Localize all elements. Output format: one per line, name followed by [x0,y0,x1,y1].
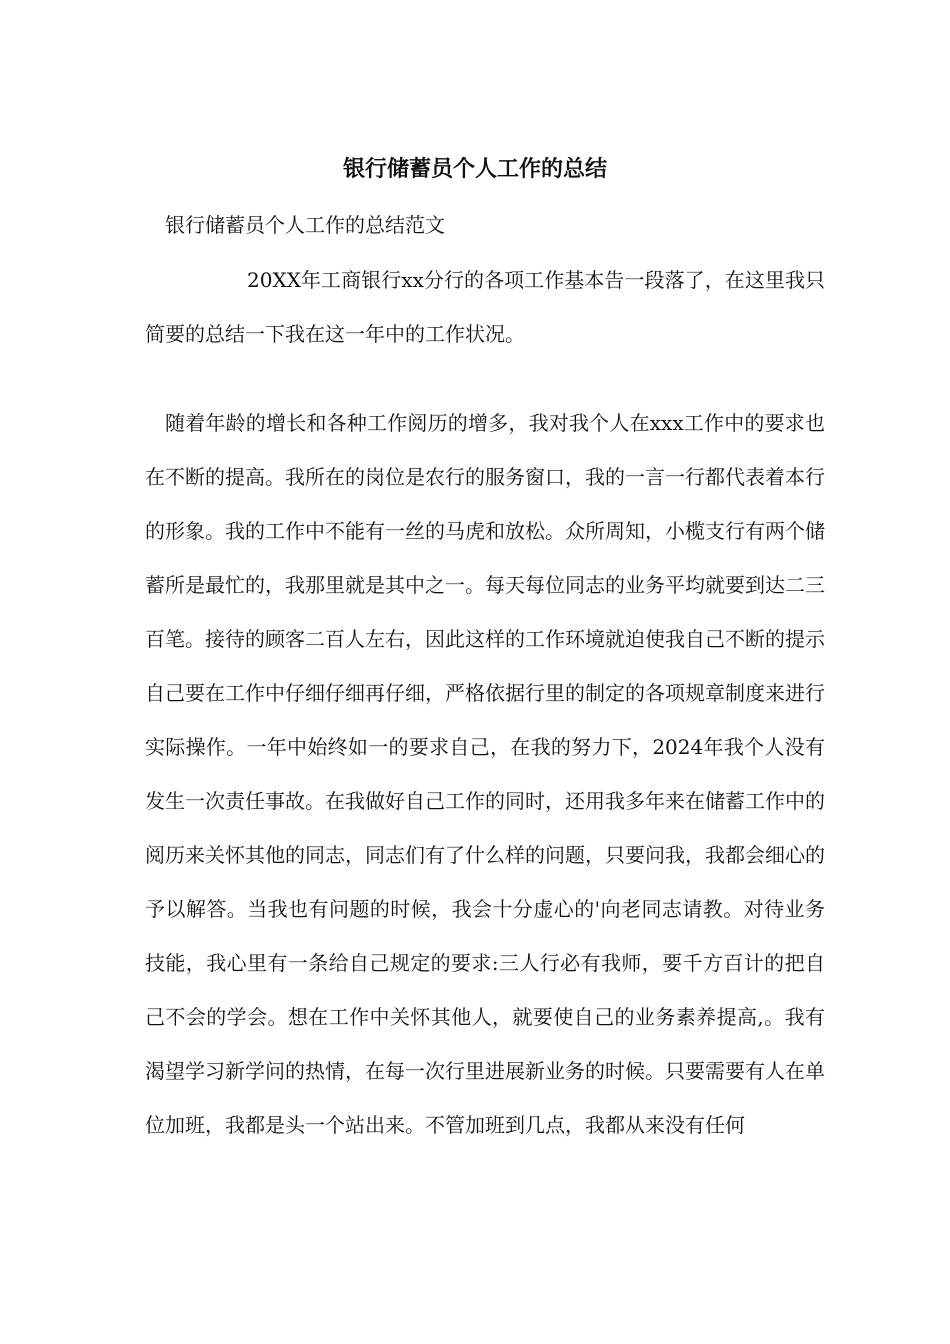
body-paragraph-main: 随着年龄的增长和各种工作阅历的增多，我对我个人在xxx工作中的要求也在不断的提高。我所在的岗位是农行的服务窗口，我的一言一行都代表着本行的形象。我的工作中不能有一丝的马虎和放松。众所周知，小榄支行有两个储蓄所是最忙的，我那里就是其中之一。每天每位同志的业务平均就要到达二三百笔。接待的顾客二百人左右，因此这样的工作环境就迫使我自己不断的提示自己要在工作中仔细仔细再仔细，严格依据行里的制定的各项规章制度来进行实际操作。一年中始终如一的要求自己，在我的努力下，2024年我个人没有发生一次责任事故。在我做好自己工作的同时，还用我多年来在储蓄工作中的阅历来关怀其他的同志，同志们有了什么样的问题，只要问我，我都会细心的予以解答。当我也有问题的时候，我会十分虚心的'向老同志请教。对待业务技能，我心里有一条给自己规定的要求:三人行必有我师，要千方百计的把自己不会的学会。想在工作中关怀其他人，就要使自己的业务素养提高,。我有渴望学习新学问的热情，在每一次行里进展新业务的时候。只要需要有人在单位加班，我都是头一个站出来。不管加班到几点，我都从来没有任何 [145,411,825,1137]
body-paragraph-intro: 20XX年工商银行xx分行的各项工作基本告一段落了，在这里我只简要的总结一下我在这一年中的工作状况。 [145,268,825,346]
document-title: 银行储蓄员个人工作的总结 [342,157,607,182]
document-subtitle: 银行储蓄员个人工作的总结范文 [165,213,445,237]
